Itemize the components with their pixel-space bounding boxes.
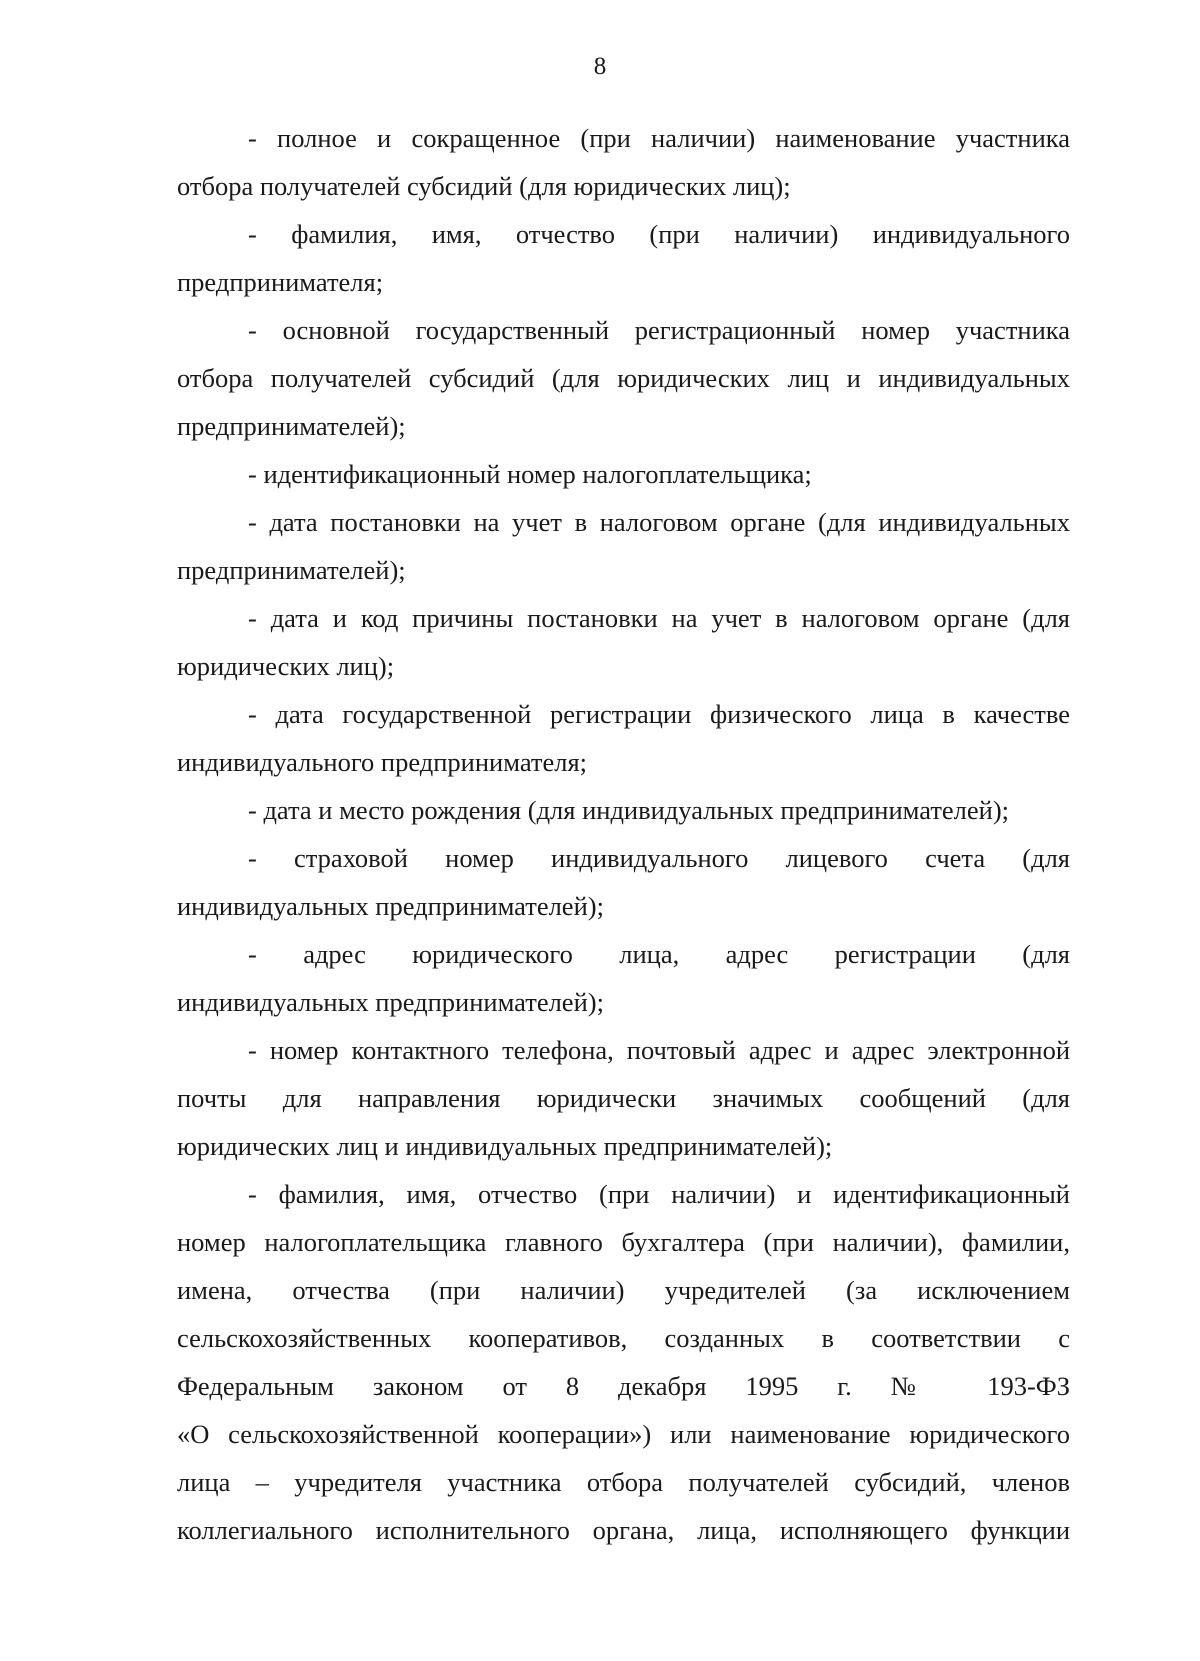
text-line: юридических лиц и индивидуальных предпринимателей); (177, 1131, 833, 1161)
text-line: - фамилия, имя, отчество (при наличии) индивидуального (248, 219, 1070, 249)
text-line: - дата государственной регистрации физического лица в качестве (248, 699, 1070, 729)
text-line: - основной государственный регистрационный номер участника (248, 315, 1070, 345)
text-line: лица – учредителя участника отбора получателей субсидий, членов (177, 1467, 1070, 1497)
text-line: - фамилия, имя, отчество (при наличии) и идентификационный (248, 1179, 1070, 1209)
text-line: сельскохозяйственных кооперативов, созданных в соответствии с (177, 1323, 1070, 1353)
text-line: индивидуальных предпринимателей); (177, 987, 604, 1017)
text-line: юридических лиц); (177, 651, 395, 681)
text-line: отбора получателей субсидий (для юридических лиц и индивидуальных (177, 363, 1070, 393)
text-line: Федеральным законом от 8 декабря 1995 г. № 193-ФЗ (177, 1371, 1070, 1401)
text-line: предпринимателей); (177, 411, 406, 441)
text-line: номер налогоплательщика главного бухгалтера (при наличии), фамилии, (177, 1227, 1070, 1257)
text-line: предпринимателя; (177, 267, 384, 297)
text-line: - номер контактного телефона, почтовый адрес и адрес электронной (248, 1035, 1070, 1065)
text-line: отбора получателей субсидий (для юридических лиц); (177, 171, 791, 201)
text-line: почты для направления юридически значимых сообщений (для (177, 1083, 1070, 1113)
text-line: - полное и сокращенное (при наличии) наименование участника (248, 123, 1070, 153)
text-line: - дата постановки на учет в налоговом органе (для индивидуальных (248, 507, 1070, 537)
text-line: индивидуальных предпринимателей); (177, 891, 604, 921)
text-line: «О сельскохозяйственной кооперации») или наименование юридического (177, 1419, 1070, 1449)
text-line: - дата и код причины постановки на учет в налоговом органе (для (248, 603, 1070, 633)
page-number: 8 (593, 53, 607, 80)
text-line: предпринимателей); (177, 555, 406, 585)
text-line: - адрес юридического лица, адрес регистрации (для (248, 939, 1070, 969)
text-line: имена, отчества (при наличии) учредителей (за исключением (177, 1275, 1070, 1305)
text-line: - идентификационный номер налогоплательщика; (248, 459, 812, 489)
document-body (177, 114, 1070, 1554)
text-line: - дата и место рождения (для индивидуальных предпринимателей); (248, 795, 1010, 825)
text-line: индивидуального предпринимателя; (177, 747, 588, 777)
text-line: - страховой номер индивидуального лицевого счета (для (248, 843, 1070, 873)
text-line: коллегиального исполнительного органа, лица, исполняющего функции (177, 1515, 1070, 1545)
